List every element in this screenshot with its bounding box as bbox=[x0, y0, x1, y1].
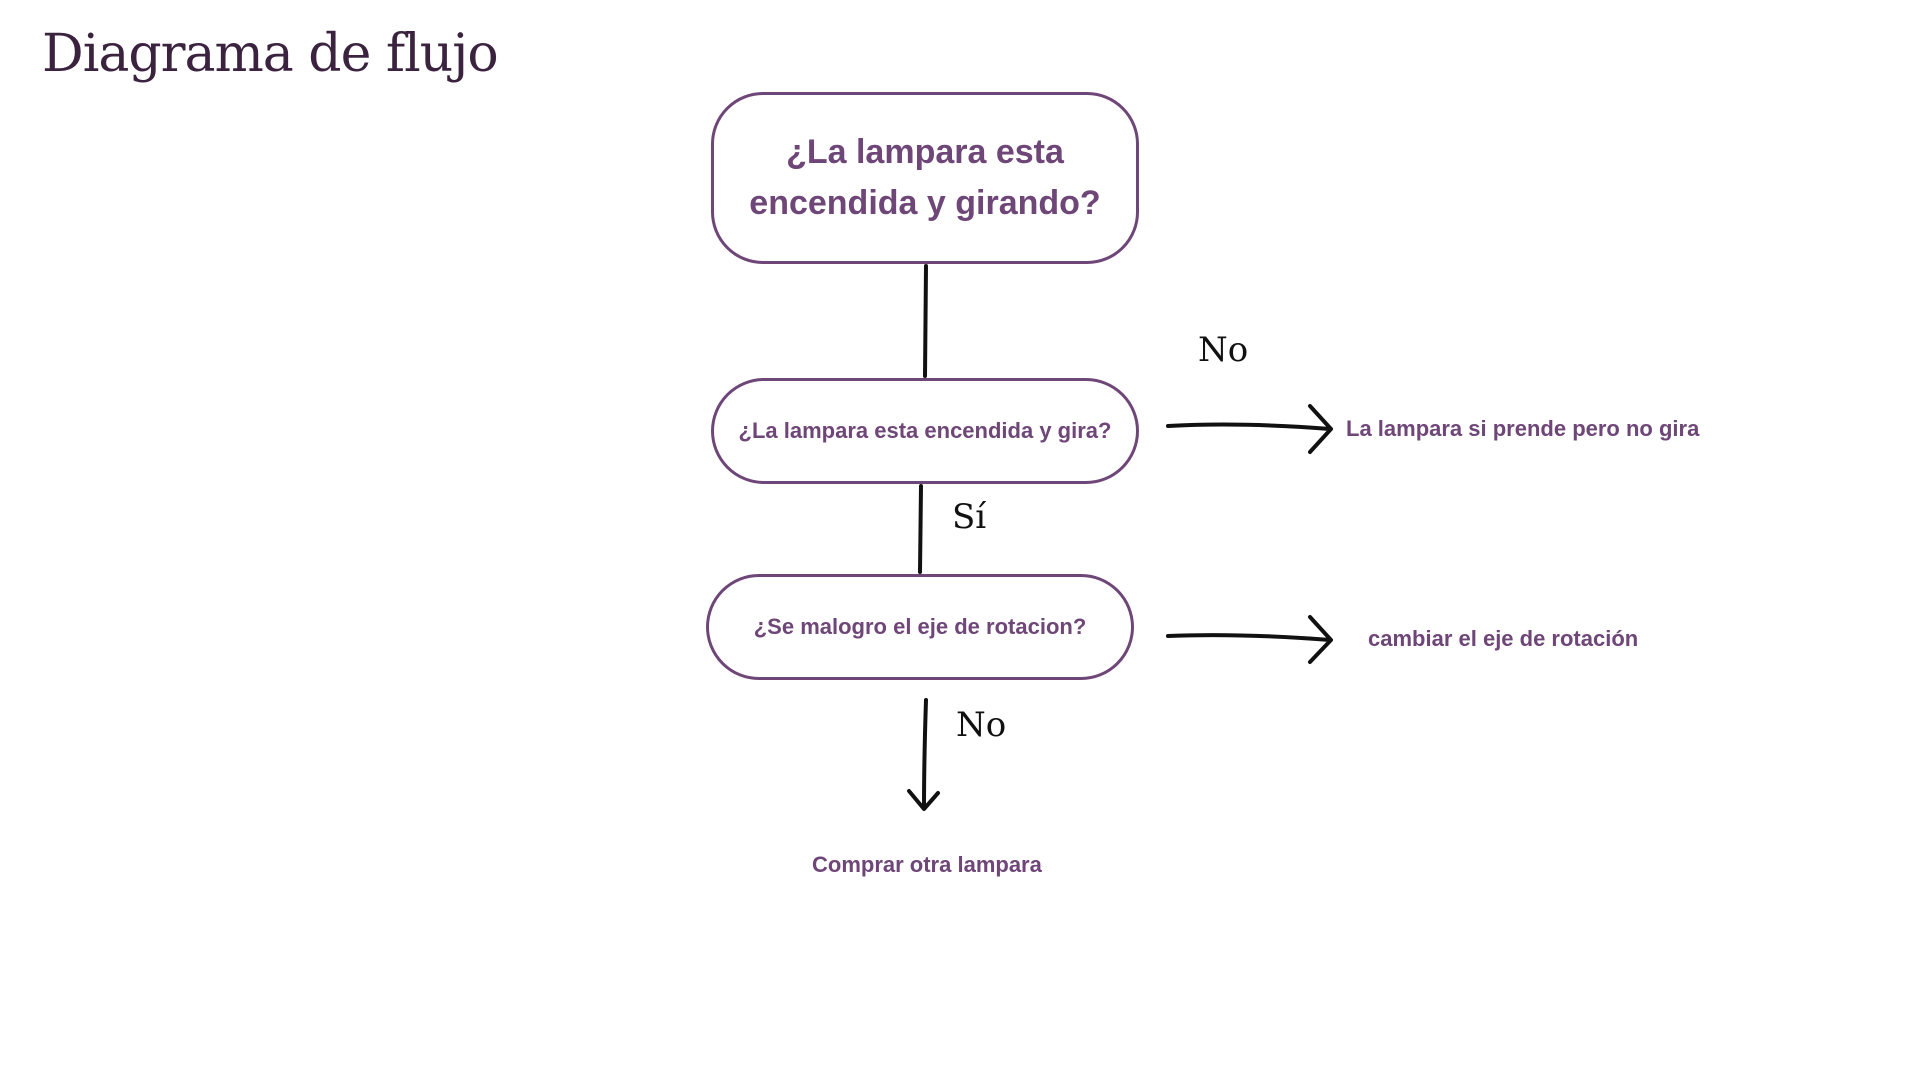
start-node bbox=[711, 92, 1139, 264]
decision-node-text: ¿Se malogro el eje de rotacion? bbox=[753, 614, 1087, 639]
arrow-q2-to-outcome-2 bbox=[1168, 617, 1331, 662]
diagram-title: Diagrama de flujo bbox=[42, 24, 498, 84]
connector-q1-to-q2 bbox=[920, 486, 921, 572]
connector-start-to-q1 bbox=[925, 266, 926, 376]
outcome-lamp-on-not-spinning: La lampara si prende pero no gira bbox=[1346, 416, 1700, 441]
arrow-q2-to-outcome-3 bbox=[909, 700, 938, 809]
decision-node-text: ¿La lampara esta encendida y gira? bbox=[738, 418, 1112, 443]
decision-node-axis-broken bbox=[706, 574, 1134, 680]
decision-node-lamp-on-and-spinning bbox=[711, 378, 1139, 484]
edge-label-yes: Sí bbox=[952, 497, 987, 537]
edge-label-no: No bbox=[956, 705, 1007, 745]
arrow-q1-to-outcome-1 bbox=[1168, 406, 1331, 452]
outcome-buy-new-lamp: Comprar otra lampara bbox=[812, 852, 1042, 877]
outcome-change-axis: cambiar el eje de rotación bbox=[1368, 626, 1639, 651]
edge-label-no: No bbox=[1198, 330, 1249, 370]
start-node-text: ¿La lampara esta encendida y girando? bbox=[749, 133, 1101, 222]
